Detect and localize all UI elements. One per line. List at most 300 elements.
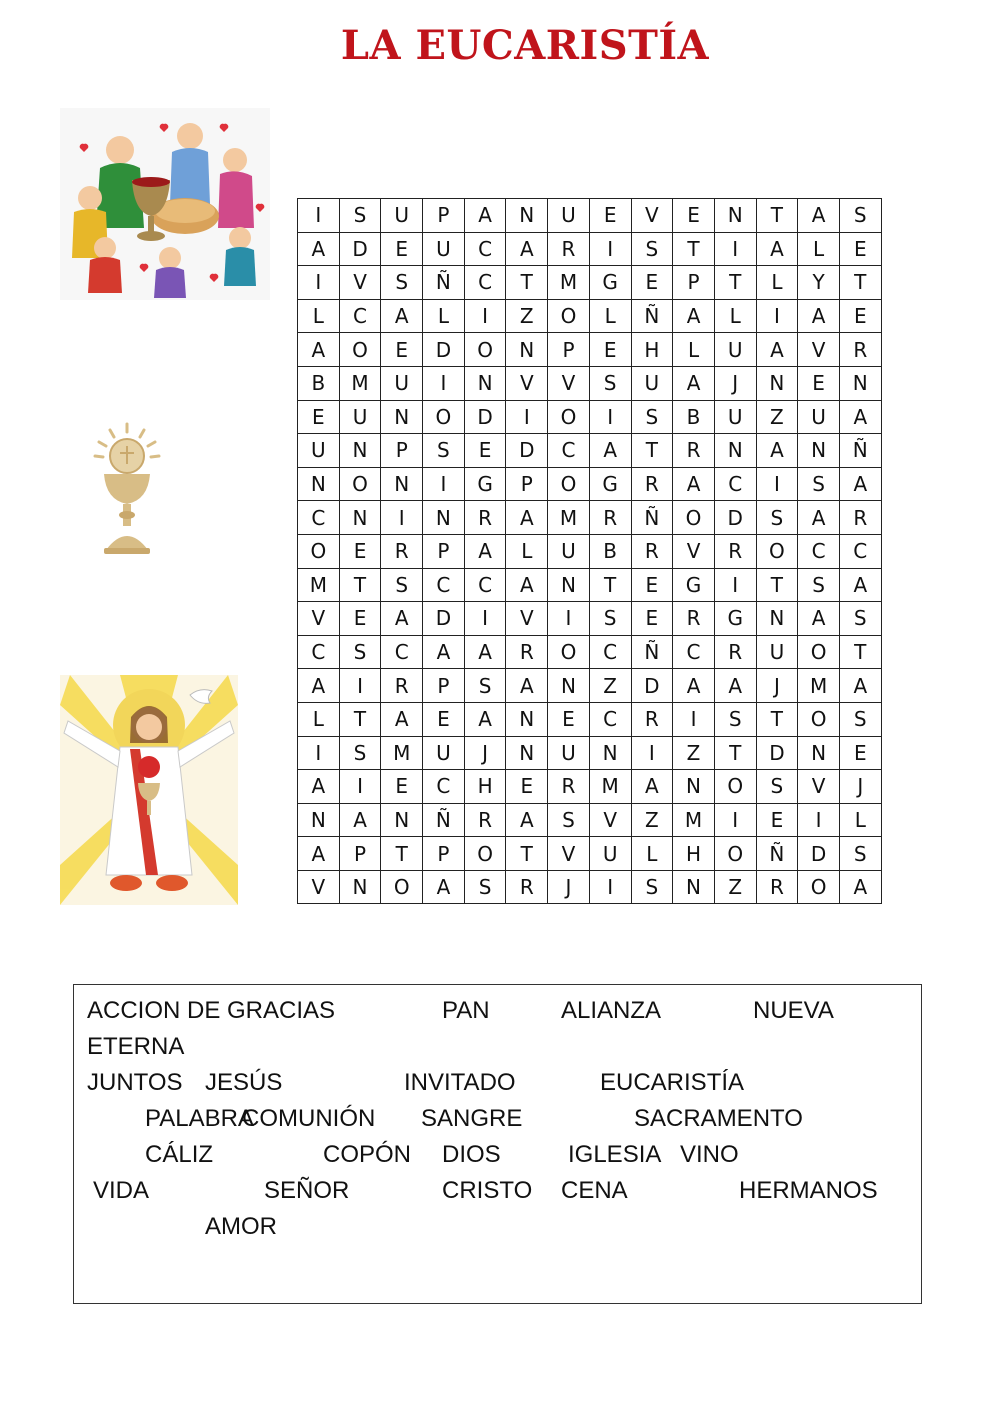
grid-cell[interactable]: N bbox=[381, 467, 423, 501]
grid-cell[interactable]: T bbox=[756, 568, 798, 602]
grid-cell[interactable]: Z bbox=[631, 803, 673, 837]
grid-cell[interactable]: R bbox=[631, 467, 673, 501]
grid-cell[interactable]: L bbox=[506, 534, 548, 568]
grid-cell[interactable]: E bbox=[839, 299, 881, 333]
grid-cell[interactable]: A bbox=[381, 702, 423, 736]
grid-cell[interactable]: E bbox=[589, 199, 631, 233]
grid-cell[interactable]: E bbox=[756, 803, 798, 837]
grid-cell[interactable]: T bbox=[756, 199, 798, 233]
grid-cell[interactable]: A bbox=[839, 870, 881, 904]
grid-cell[interactable]: C bbox=[423, 770, 465, 804]
grid-cell[interactable]: Z bbox=[506, 299, 548, 333]
grid-cell[interactable]: C bbox=[339, 299, 381, 333]
grid-cell[interactable]: I bbox=[339, 669, 381, 703]
grid-cell[interactable]: Z bbox=[589, 669, 631, 703]
grid-cell[interactable]: M bbox=[589, 770, 631, 804]
grid-cell[interactable]: D bbox=[506, 434, 548, 468]
grid-cell[interactable]: E bbox=[339, 534, 381, 568]
grid-cell[interactable]: C bbox=[298, 635, 340, 669]
grid-cell[interactable]: P bbox=[423, 534, 465, 568]
grid-cell[interactable]: R bbox=[839, 333, 881, 367]
grid-cell[interactable]: U bbox=[548, 736, 590, 770]
grid-cell[interactable]: T bbox=[339, 702, 381, 736]
grid-cell[interactable]: P bbox=[423, 837, 465, 871]
grid-cell[interactable]: N bbox=[298, 803, 340, 837]
grid-cell[interactable]: S bbox=[631, 870, 673, 904]
grid-cell[interactable]: N bbox=[298, 467, 340, 501]
grid-cell[interactable]: I bbox=[506, 400, 548, 434]
grid-cell[interactable]: O bbox=[339, 333, 381, 367]
grid-cell[interactable]: A bbox=[298, 770, 340, 804]
grid-cell[interactable]: B bbox=[589, 534, 631, 568]
grid-cell[interactable]: U bbox=[423, 736, 465, 770]
grid-cell[interactable]: E bbox=[798, 366, 840, 400]
grid-cell[interactable]: S bbox=[839, 837, 881, 871]
grid-cell[interactable]: Z bbox=[673, 736, 715, 770]
grid-cell[interactable]: R bbox=[589, 501, 631, 535]
grid-cell[interactable]: U bbox=[548, 199, 590, 233]
grid-cell[interactable]: A bbox=[673, 669, 715, 703]
grid-cell[interactable]: Y bbox=[798, 266, 840, 300]
grid-cell[interactable]: U bbox=[756, 635, 798, 669]
grid-cell[interactable]: J bbox=[464, 736, 506, 770]
grid-cell[interactable]: T bbox=[839, 266, 881, 300]
grid-cell[interactable]: N bbox=[339, 501, 381, 535]
grid-cell[interactable]: O bbox=[548, 299, 590, 333]
grid-cell[interactable]: A bbox=[506, 803, 548, 837]
grid-cell[interactable]: I bbox=[714, 568, 756, 602]
grid-cell[interactable]: A bbox=[381, 602, 423, 636]
grid-cell[interactable]: R bbox=[464, 803, 506, 837]
grid-cell[interactable]: N bbox=[839, 366, 881, 400]
grid-cell[interactable]: M bbox=[548, 501, 590, 535]
grid-cell[interactable]: E bbox=[381, 333, 423, 367]
grid-cell[interactable]: O bbox=[339, 467, 381, 501]
grid-cell[interactable]: M bbox=[381, 736, 423, 770]
grid-cell[interactable]: N bbox=[423, 501, 465, 535]
grid-cell[interactable]: N bbox=[673, 870, 715, 904]
grid-cell[interactable]: V bbox=[798, 770, 840, 804]
grid-cell[interactable]: G bbox=[714, 602, 756, 636]
grid-cell[interactable]: R bbox=[839, 501, 881, 535]
grid-cell[interactable]: A bbox=[756, 434, 798, 468]
grid-cell[interactable]: R bbox=[548, 232, 590, 266]
grid-cell[interactable]: Ñ bbox=[631, 501, 673, 535]
grid-cell[interactable]: O bbox=[298, 534, 340, 568]
grid-cell[interactable]: D bbox=[631, 669, 673, 703]
grid-cell[interactable]: P bbox=[423, 199, 465, 233]
grid-cell[interactable]: V bbox=[548, 837, 590, 871]
grid-cell[interactable]: S bbox=[339, 635, 381, 669]
grid-cell[interactable]: S bbox=[381, 266, 423, 300]
grid-cell[interactable]: E bbox=[381, 232, 423, 266]
grid-cell[interactable]: U bbox=[298, 434, 340, 468]
grid-cell[interactable]: R bbox=[506, 635, 548, 669]
grid-cell[interactable]: S bbox=[839, 602, 881, 636]
grid-cell[interactable]: O bbox=[756, 534, 798, 568]
grid-cell[interactable]: N bbox=[756, 366, 798, 400]
grid-cell[interactable]: U bbox=[548, 534, 590, 568]
grid-cell[interactable]: H bbox=[464, 770, 506, 804]
grid-cell[interactable]: I bbox=[798, 803, 840, 837]
grid-cell[interactable]: L bbox=[756, 266, 798, 300]
grid-cell[interactable]: L bbox=[673, 333, 715, 367]
communion-group-illustration bbox=[60, 108, 270, 300]
grid-cell[interactable]: S bbox=[589, 366, 631, 400]
grid-cell[interactable]: O bbox=[548, 400, 590, 434]
grid-cell[interactable]: D bbox=[756, 736, 798, 770]
grid-cell[interactable]: A bbox=[423, 870, 465, 904]
grid-cell[interactable]: I bbox=[631, 736, 673, 770]
grid-cell[interactable]: V bbox=[506, 602, 548, 636]
grid-cell[interactable]: D bbox=[423, 333, 465, 367]
grid-cell[interactable]: L bbox=[423, 299, 465, 333]
grid-cell[interactable]: R bbox=[673, 434, 715, 468]
grid-cell[interactable]: G bbox=[589, 266, 631, 300]
grid-cell[interactable]: N bbox=[673, 770, 715, 804]
grid-cell[interactable]: R bbox=[673, 602, 715, 636]
grid-cell[interactable]: T bbox=[506, 266, 548, 300]
grid-cell[interactable]: C bbox=[839, 534, 881, 568]
grid-cell[interactable]: I bbox=[548, 602, 590, 636]
grid-cell[interactable]: I bbox=[464, 299, 506, 333]
grid-cell[interactable]: A bbox=[381, 299, 423, 333]
grid-cell[interactable]: G bbox=[589, 467, 631, 501]
grid-cell[interactable]: T bbox=[631, 434, 673, 468]
grid-cell[interactable]: A bbox=[298, 669, 340, 703]
grid-cell[interactable]: I bbox=[589, 870, 631, 904]
grid-cell[interactable]: S bbox=[631, 232, 673, 266]
grid-cell[interactable]: T bbox=[714, 736, 756, 770]
grid-cell[interactable]: U bbox=[714, 333, 756, 367]
grid-cell[interactable]: O bbox=[714, 837, 756, 871]
grid-cell[interactable]: A bbox=[464, 199, 506, 233]
grid-cell[interactable]: A bbox=[339, 803, 381, 837]
grid-cell[interactable]: G bbox=[673, 568, 715, 602]
grid-cell[interactable]: N bbox=[798, 434, 840, 468]
grid-cell[interactable]: E bbox=[339, 602, 381, 636]
grid-cell[interactable]: R bbox=[381, 669, 423, 703]
grid-cell[interactable]: A bbox=[798, 199, 840, 233]
grid-cell[interactable]: E bbox=[423, 702, 465, 736]
grid-cell[interactable]: Z bbox=[714, 870, 756, 904]
grid-cell[interactable]: E bbox=[548, 702, 590, 736]
grid-cell[interactable]: S bbox=[339, 199, 381, 233]
grid-cell[interactable]: A bbox=[464, 635, 506, 669]
grid-cell[interactable]: S bbox=[548, 803, 590, 837]
grid-cell[interactable]: E bbox=[839, 232, 881, 266]
grid-cell[interactable]: S bbox=[756, 770, 798, 804]
grid-cell[interactable]: T bbox=[381, 837, 423, 871]
grid-cell[interactable]: E bbox=[589, 333, 631, 367]
grid-cell[interactable]: A bbox=[506, 232, 548, 266]
grid-cell[interactable]: S bbox=[339, 736, 381, 770]
grid-cell[interactable]: N bbox=[506, 199, 548, 233]
word-item: COPÓN bbox=[323, 1141, 412, 1168]
grid-cell[interactable]: I bbox=[756, 467, 798, 501]
grid-cell[interactable]: A bbox=[298, 837, 340, 871]
grid-cell[interactable]: L bbox=[631, 837, 673, 871]
grid-cell[interactable]: V bbox=[548, 366, 590, 400]
grid-cell[interactable]: M bbox=[548, 266, 590, 300]
grid-cell[interactable]: C bbox=[589, 635, 631, 669]
grid-cell[interactable]: D bbox=[464, 400, 506, 434]
grid-cell[interactable]: Ñ bbox=[756, 837, 798, 871]
grid-cell[interactable]: V bbox=[506, 366, 548, 400]
grid-cell[interactable]: O bbox=[798, 635, 840, 669]
grid-cell[interactable]: N bbox=[548, 669, 590, 703]
grid-cell[interactable]: I bbox=[714, 803, 756, 837]
grid-cell[interactable]: C bbox=[714, 467, 756, 501]
grid-cell[interactable]: M bbox=[339, 366, 381, 400]
grid-cell[interactable]: A bbox=[506, 568, 548, 602]
grid-cell[interactable]: H bbox=[631, 333, 673, 367]
grid-cell[interactable]: L bbox=[298, 702, 340, 736]
grid-cell[interactable]: U bbox=[589, 837, 631, 871]
grid-cell[interactable]: T bbox=[673, 232, 715, 266]
grid-cell[interactable]: B bbox=[673, 400, 715, 434]
grid-cell[interactable]: L bbox=[798, 232, 840, 266]
grid-cell[interactable]: T bbox=[589, 568, 631, 602]
grid-cell[interactable]: V bbox=[298, 602, 340, 636]
grid-cell[interactable]: N bbox=[714, 199, 756, 233]
grid-cell[interactable]: E bbox=[464, 434, 506, 468]
word-item: JUNTOS bbox=[87, 1069, 183, 1096]
grid-cell[interactable]: C bbox=[298, 501, 340, 535]
grid-cell[interactable]: E bbox=[298, 400, 340, 434]
grid-cell[interactable]: I bbox=[298, 266, 340, 300]
grid-cell[interactable]: D bbox=[339, 232, 381, 266]
grid-cell[interactable]: M bbox=[298, 568, 340, 602]
grid-cell[interactable]: O bbox=[673, 501, 715, 535]
grid-cell[interactable]: D bbox=[798, 837, 840, 871]
grid-cell[interactable]: A bbox=[839, 467, 881, 501]
grid-cell[interactable]: C bbox=[548, 434, 590, 468]
grid-cell[interactable]: V bbox=[589, 803, 631, 837]
grid-cell[interactable]: U bbox=[714, 400, 756, 434]
grid-cell[interactable]: D bbox=[714, 501, 756, 535]
grid-cell[interactable]: N bbox=[506, 702, 548, 736]
grid-cell[interactable]: L bbox=[714, 299, 756, 333]
grid-cell[interactable]: N bbox=[506, 333, 548, 367]
grid-cell[interactable]: T bbox=[839, 635, 881, 669]
grid-cell[interactable]: I bbox=[756, 299, 798, 333]
grid-cell[interactable]: A bbox=[298, 333, 340, 367]
grid-cell[interactable]: T bbox=[339, 568, 381, 602]
grid-cell[interactable]: S bbox=[839, 702, 881, 736]
grid-cell[interactable]: N bbox=[589, 736, 631, 770]
grid-cell[interactable]: U bbox=[423, 232, 465, 266]
grid-cell[interactable]: U bbox=[381, 366, 423, 400]
grid-cell[interactable]: V bbox=[631, 199, 673, 233]
grid-cell[interactable]: E bbox=[673, 199, 715, 233]
grid-cell[interactable]: E bbox=[631, 266, 673, 300]
grid-cell[interactable]: M bbox=[798, 669, 840, 703]
grid-cell[interactable]: I bbox=[589, 232, 631, 266]
grid-cell[interactable]: I bbox=[339, 770, 381, 804]
grid-cell[interactable]: N bbox=[381, 803, 423, 837]
grid-cell[interactable]: N bbox=[464, 366, 506, 400]
grid-cell[interactable]: G bbox=[464, 467, 506, 501]
grid-cell[interactable]: N bbox=[381, 400, 423, 434]
grid-cell[interactable]: A bbox=[839, 568, 881, 602]
grid-cell[interactable]: R bbox=[714, 534, 756, 568]
grid-cell[interactable]: S bbox=[589, 602, 631, 636]
grid-cell[interactable]: A bbox=[798, 299, 840, 333]
grid-cell[interactable]: O bbox=[548, 635, 590, 669]
grid-cell[interactable]: J bbox=[839, 770, 881, 804]
grid-cell[interactable]: A bbox=[506, 669, 548, 703]
grid-cell[interactable]: J bbox=[756, 669, 798, 703]
grid-cell[interactable]: C bbox=[423, 568, 465, 602]
grid-cell[interactable]: T bbox=[756, 702, 798, 736]
grid-cell[interactable]: A bbox=[464, 534, 506, 568]
grid-cell[interactable]: O bbox=[423, 400, 465, 434]
grid-cell[interactable]: U bbox=[798, 400, 840, 434]
grid-cell[interactable]: A bbox=[631, 770, 673, 804]
grid-cell[interactable]: A bbox=[673, 467, 715, 501]
grid-cell[interactable]: C bbox=[673, 635, 715, 669]
grid-cell[interactable]: N bbox=[714, 434, 756, 468]
grid-cell[interactable]: A bbox=[423, 635, 465, 669]
grid-cell[interactable]: N bbox=[548, 568, 590, 602]
grid-cell[interactable]: Ñ bbox=[423, 803, 465, 837]
grid-cell[interactable]: S bbox=[381, 568, 423, 602]
grid-cell[interactable]: S bbox=[798, 467, 840, 501]
grid-cell[interactable]: N bbox=[506, 736, 548, 770]
grid-cell[interactable]: Ñ bbox=[631, 635, 673, 669]
grid-cell[interactable]: E bbox=[839, 736, 881, 770]
grid-cell[interactable]: P bbox=[548, 333, 590, 367]
grid-cell[interactable]: U bbox=[339, 400, 381, 434]
grid-cell[interactable]: C bbox=[464, 568, 506, 602]
grid-cell[interactable]: R bbox=[714, 635, 756, 669]
grid-cell[interactable]: I bbox=[298, 736, 340, 770]
grid-cell[interactable]: I bbox=[589, 400, 631, 434]
grid-cell[interactable]: A bbox=[839, 400, 881, 434]
grid-cell[interactable]: M bbox=[673, 803, 715, 837]
grid-cell[interactable]: L bbox=[298, 299, 340, 333]
grid-cell[interactable]: O bbox=[714, 770, 756, 804]
grid-cell[interactable]: V bbox=[339, 266, 381, 300]
grid-cell[interactable]: S bbox=[631, 400, 673, 434]
grid-cell[interactable]: A bbox=[798, 602, 840, 636]
grid-cell[interactable]: C bbox=[381, 635, 423, 669]
grid-cell[interactable]: R bbox=[506, 870, 548, 904]
grid-cell[interactable]: A bbox=[839, 669, 881, 703]
grid-cell[interactable]: I bbox=[423, 467, 465, 501]
grid-cell[interactable]: V bbox=[298, 870, 340, 904]
grid-cell[interactable]: D bbox=[423, 602, 465, 636]
grid-cell[interactable]: L bbox=[589, 299, 631, 333]
grid-cell[interactable]: Ñ bbox=[839, 434, 881, 468]
grid-cell[interactable]: N bbox=[756, 602, 798, 636]
grid-cell[interactable]: N bbox=[798, 736, 840, 770]
grid-cell[interactable]: J bbox=[714, 366, 756, 400]
grid-cell[interactable]: E bbox=[631, 568, 673, 602]
grid-cell[interactable]: H bbox=[673, 837, 715, 871]
grid-cell[interactable]: I bbox=[673, 702, 715, 736]
grid-cell[interactable]: A bbox=[673, 366, 715, 400]
grid-cell[interactable]: B bbox=[298, 366, 340, 400]
grid-cell[interactable]: P bbox=[506, 467, 548, 501]
grid-cell[interactable]: R bbox=[756, 870, 798, 904]
grid-cell[interactable]: O bbox=[548, 467, 590, 501]
grid-cell[interactable]: S bbox=[423, 434, 465, 468]
grid-cell[interactable]: O bbox=[381, 870, 423, 904]
grid-cell[interactable]: S bbox=[464, 669, 506, 703]
grid-cell[interactable]: P bbox=[339, 837, 381, 871]
grid-cell[interactable]: S bbox=[798, 568, 840, 602]
grid-cell[interactable]: L bbox=[839, 803, 881, 837]
grid-cell[interactable]: O bbox=[464, 837, 506, 871]
grid-cell[interactable]: I bbox=[714, 232, 756, 266]
grid-cell[interactable]: A bbox=[673, 299, 715, 333]
grid-cell[interactable]: P bbox=[381, 434, 423, 468]
grid-cell[interactable]: S bbox=[839, 199, 881, 233]
grid-cell[interactable]: C bbox=[464, 232, 506, 266]
grid-cell[interactable]: O bbox=[798, 702, 840, 736]
grid-cell[interactable]: I bbox=[381, 501, 423, 535]
grid-cell[interactable]: J bbox=[548, 870, 590, 904]
grid-cell[interactable]: C bbox=[798, 534, 840, 568]
grid-cell[interactable]: R bbox=[381, 534, 423, 568]
grid-cell[interactable]: O bbox=[798, 870, 840, 904]
grid-cell[interactable]: R bbox=[631, 534, 673, 568]
grid-cell[interactable]: O bbox=[464, 333, 506, 367]
grid-cell[interactable]: C bbox=[464, 266, 506, 300]
grid-row bbox=[298, 434, 882, 468]
grid-cell[interactable]: E bbox=[381, 770, 423, 804]
grid-row bbox=[298, 501, 882, 535]
grid-cell[interactable]: P bbox=[673, 266, 715, 300]
word-item: NUEVA bbox=[753, 997, 834, 1024]
grid-cell[interactable]: N bbox=[339, 434, 381, 468]
grid-cell[interactable]: T bbox=[506, 837, 548, 871]
grid-cell[interactable]: A bbox=[589, 434, 631, 468]
grid-cell[interactable]: R bbox=[631, 702, 673, 736]
grid-cell[interactable]: Ñ bbox=[423, 266, 465, 300]
grid-cell[interactable]: A bbox=[506, 501, 548, 535]
grid-cell[interactable]: I bbox=[298, 199, 340, 233]
grid-cell[interactable]: A bbox=[798, 501, 840, 535]
grid-cell[interactable]: U bbox=[631, 366, 673, 400]
grid-cell[interactable]: A bbox=[464, 702, 506, 736]
grid-cell[interactable]: A bbox=[714, 669, 756, 703]
grid-cell[interactable]: A bbox=[298, 232, 340, 266]
grid-cell[interactable]: T bbox=[714, 266, 756, 300]
grid-cell[interactable]: A bbox=[756, 333, 798, 367]
grid-cell[interactable]: S bbox=[464, 870, 506, 904]
grid-cell[interactable]: I bbox=[423, 366, 465, 400]
grid-cell[interactable]: Z bbox=[756, 400, 798, 434]
grid-cell[interactable]: E bbox=[506, 770, 548, 804]
grid-cell[interactable]: E bbox=[631, 602, 673, 636]
grid-cell[interactable]: U bbox=[381, 199, 423, 233]
grid-cell[interactable]: S bbox=[714, 702, 756, 736]
grid-cell[interactable]: S bbox=[756, 501, 798, 535]
grid-cell[interactable]: A bbox=[756, 232, 798, 266]
grid-cell[interactable]: N bbox=[339, 870, 381, 904]
grid-cell[interactable]: C bbox=[589, 702, 631, 736]
grid-cell[interactable]: R bbox=[464, 501, 506, 535]
grid-cell[interactable]: Ñ bbox=[631, 299, 673, 333]
grid-cell[interactable]: V bbox=[673, 534, 715, 568]
grid-cell[interactable]: V bbox=[798, 333, 840, 367]
grid-cell[interactable]: R bbox=[548, 770, 590, 804]
grid-cell[interactable]: I bbox=[464, 602, 506, 636]
grid-cell[interactable]: P bbox=[423, 669, 465, 703]
